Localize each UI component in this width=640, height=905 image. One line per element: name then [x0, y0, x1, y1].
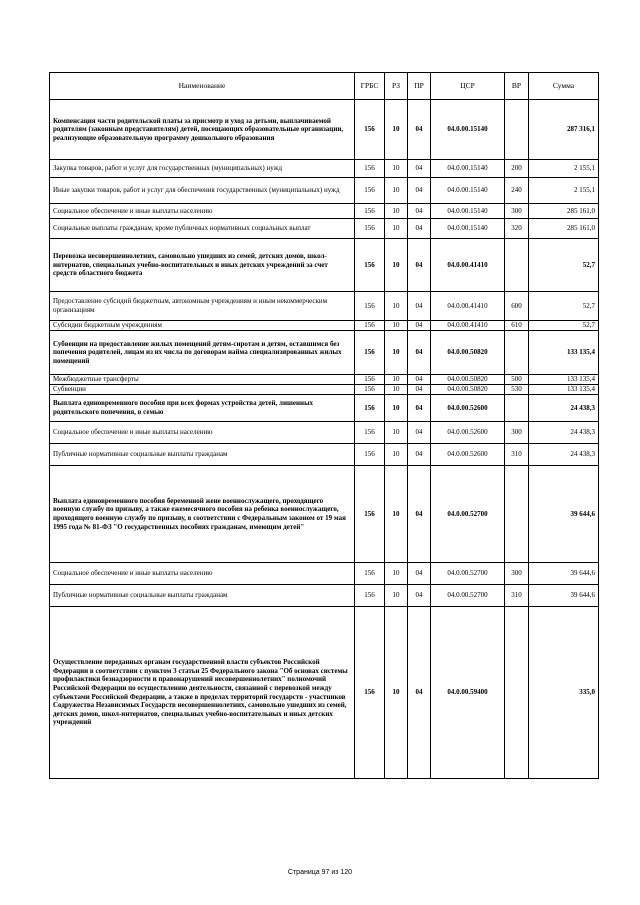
- row-pr-cell: 04: [408, 585, 431, 607]
- row-grbs-cell: 156: [355, 444, 385, 466]
- row-pr-cell: 04: [408, 375, 431, 385]
- table-row: [50, 422, 599, 444]
- table-row: [50, 607, 599, 779]
- row-pr-cell: 04: [408, 219, 431, 239]
- row-grbs-cell: 156: [355, 395, 385, 422]
- row-grbs-cell: 156: [355, 204, 385, 219]
- row-rz-cell: 10: [385, 466, 408, 563]
- table-row: [50, 385, 599, 395]
- row-grbs-cell: 156: [355, 585, 385, 607]
- row-rz-cell: 10: [385, 331, 408, 375]
- page-number: Страница 97 из 120: [287, 869, 353, 876]
- table-row: [50, 204, 599, 219]
- row-name-cell: Социальные выплаты гражданам, кроме публичных нормативных социальных выплат: [50, 219, 355, 239]
- row-name-cell: Осуществление переданных органам государственной власти субъектов Российской Федерации в соответствии с пунктом 3 статьи 25 Федерального закона "Об основах системы профилактики безнадзорности и правонарушений несовершеннолетних" полномочий Российской Федерации по осуществлению деятельности, связанной с перевозкой между субъектами Российской Федерации, а также в пределах территорий государств - участников Содружества Независимых Государств несовершеннолетних, самовольно ушедших из семей, детских домов, школ-интернатов, специальных учебно-воспитательных и иных детских учреждений: [50, 607, 355, 779]
- row-pr-cell: 04: [408, 385, 431, 395]
- row-pr-cell: 04: [408, 100, 431, 160]
- row-pr-cell: 04: [408, 422, 431, 444]
- row-csr-cell: 04.0.00.52700: [431, 466, 505, 563]
- row-rz-cell: 10: [385, 160, 408, 178]
- header-sum: Сумма: [529, 73, 599, 100]
- row-name-cell: Публичные нормативные социальные выплаты гражданам: [50, 444, 355, 466]
- row-csr-cell: 04.0.00.41410: [431, 239, 505, 292]
- table-row: [50, 160, 599, 178]
- row-vr-cell: [505, 100, 529, 160]
- row-grbs-cell: 156: [355, 607, 385, 779]
- row-name-cell: Предоставление субсидий бюджетным, автономным учреждениям и иным некоммерческим организациям: [50, 292, 355, 321]
- row-grbs-cell: 156: [355, 239, 385, 292]
- row-name-cell: Субсидии бюджетным учреждениям: [50, 321, 355, 331]
- row-name-cell: Публичные нормативные социальные выплаты гражданам: [50, 585, 355, 607]
- row-grbs-cell: 156: [355, 422, 385, 444]
- row-pr-cell: 04: [408, 331, 431, 375]
- row-rz-cell: 10: [385, 292, 408, 321]
- row-grbs-cell: 156: [355, 385, 385, 395]
- row-sum-cell: 285 161,0: [529, 204, 599, 219]
- row-grbs-cell: 156: [355, 292, 385, 321]
- row-pr-cell: 04: [408, 563, 431, 585]
- row-grbs-cell: 156: [355, 331, 385, 375]
- row-vr-cell: [505, 331, 529, 375]
- row-csr-cell: 04.0.00.15140: [431, 219, 505, 239]
- table-row: [50, 292, 599, 321]
- row-grbs-cell: 156: [355, 466, 385, 563]
- row-rz-cell: 10: [385, 321, 408, 331]
- row-rz-cell: 10: [385, 607, 408, 779]
- row-csr-cell: 04.0.00.59400: [431, 607, 505, 779]
- row-name-cell: Перевозка несовершеннолетних, самовольно ушедших из семей, детских домов, школ-интернатов, специальных учебно-воспитательных и иных детских учреждений за счет средств областного бюджета: [50, 239, 355, 292]
- row-name-cell: Субвенции: [50, 385, 355, 395]
- row-vr-cell: 300: [505, 204, 529, 219]
- row-pr-cell: 04: [408, 178, 431, 204]
- table-row: [50, 178, 599, 204]
- row-vr-cell: [505, 239, 529, 292]
- row-csr-cell: 04.0.00.50820: [431, 385, 505, 395]
- row-sum-cell: 133 135,4: [529, 385, 599, 395]
- row-sum-cell: 24 438,3: [529, 422, 599, 444]
- row-vr-cell: 310: [505, 585, 529, 607]
- row-pr-cell: 04: [408, 466, 431, 563]
- row-grbs-cell: 156: [355, 321, 385, 331]
- row-sum-cell: 39 644,6: [529, 466, 599, 563]
- row-csr-cell: 04.0.00.41410: [431, 321, 505, 331]
- row-pr-cell: 04: [408, 204, 431, 219]
- row-vr-cell: 600: [505, 292, 529, 321]
- row-csr-cell: 04.0.00.15140: [431, 160, 505, 178]
- table-body: [50, 100, 599, 779]
- header-name: Наименование: [50, 73, 355, 100]
- header-grbs: ГРБС: [355, 73, 385, 100]
- row-sum-cell: 52,7: [529, 239, 599, 292]
- row-sum-cell: 39 644,6: [529, 585, 599, 607]
- row-vr-cell: 300: [505, 563, 529, 585]
- row-rz-cell: 10: [385, 395, 408, 422]
- row-sum-cell: 335,0: [529, 607, 599, 779]
- budget-table: [49, 72, 599, 779]
- row-vr-cell: [505, 607, 529, 779]
- row-sum-cell: 52,7: [529, 321, 599, 331]
- row-csr-cell: 04.0.00.52700: [431, 585, 505, 607]
- row-rz-cell: 10: [385, 100, 408, 160]
- row-name-cell: Социальное обеспечение и иные выплаты населению: [50, 204, 355, 219]
- row-sum-cell: 133 135,4: [529, 375, 599, 385]
- row-grbs-cell: 156: [355, 563, 385, 585]
- table-row: [50, 331, 599, 375]
- row-grbs-cell: 156: [355, 178, 385, 204]
- row-name-cell: Субвенции на предоставление жилых помещений детям-сиротам и детям, оставшимся без попечения родителей, лицам из их числа по договорам найма специализированных жилых помещений: [50, 331, 355, 375]
- table-row: [50, 219, 599, 239]
- row-name-cell: Иные закупки товаров, работ и услуг для обеспечения государственных (муниципальных) нужд: [50, 178, 355, 204]
- row-vr-cell: 200: [505, 160, 529, 178]
- row-csr-cell: 04.0.00.52600: [431, 422, 505, 444]
- header-csr: ЦСР: [431, 73, 505, 100]
- row-sum-cell: 2 155,1: [529, 160, 599, 178]
- table-row: [50, 395, 599, 422]
- row-grbs-cell: 156: [355, 100, 385, 160]
- row-csr-cell: 04.0.00.52600: [431, 395, 505, 422]
- row-vr-cell: 500: [505, 375, 529, 385]
- row-rz-cell: 10: [385, 239, 408, 292]
- row-rz-cell: 10: [385, 422, 408, 444]
- row-sum-cell: 285 161,0: [529, 219, 599, 239]
- row-csr-cell: 04.0.00.15140: [431, 178, 505, 204]
- table-row: [50, 239, 599, 292]
- table-row: [50, 585, 599, 607]
- row-grbs-cell: 156: [355, 160, 385, 178]
- header-rz: РЗ: [385, 73, 408, 100]
- row-rz-cell: 10: [385, 204, 408, 219]
- row-rz-cell: 10: [385, 219, 408, 239]
- row-rz-cell: 10: [385, 385, 408, 395]
- header-vr: ВР: [505, 73, 529, 100]
- row-sum-cell: 2 155,1: [529, 178, 599, 204]
- row-csr-cell: 04.0.00.15140: [431, 100, 505, 160]
- row-vr-cell: 610: [505, 321, 529, 331]
- row-rz-cell: 10: [385, 375, 408, 385]
- row-vr-cell: [505, 466, 529, 563]
- row-name-cell: Закупка товаров, работ и услуг для государственных (муниципальных) нужд: [50, 160, 355, 178]
- row-pr-cell: 04: [408, 292, 431, 321]
- table-row: [50, 100, 599, 160]
- row-name-cell: Межбюджетные трансферты: [50, 375, 355, 385]
- row-name-cell: Социальное обеспечение и иные выплаты населению: [50, 422, 355, 444]
- row-name-cell: Выплата единовременного пособия при всех формах устройства детей, лишенных родительского попечения, в семью: [50, 395, 355, 422]
- table-row: [50, 563, 599, 585]
- row-pr-cell: 04: [408, 160, 431, 178]
- table-header-row: [50, 73, 599, 100]
- row-vr-cell: 530: [505, 385, 529, 395]
- row-sum-cell: 24 438,3: [529, 444, 599, 466]
- row-sum-cell: 24 438,3: [529, 395, 599, 422]
- row-vr-cell: 240: [505, 178, 529, 204]
- row-rz-cell: 10: [385, 178, 408, 204]
- row-name-cell: Выплата единовременного пособия беременной жене военнослужащего, проходящего военную службу по призыву, а также ежемесячного пособия на ребенка военнослужащего, проходящего военную службу по призыву, в соответствии с Федеральным законом от 19 мая 1995 года № 81-ФЗ "О государственных пособиях гражданам, имеющим детей": [50, 466, 355, 563]
- row-sum-cell: 133 135,4: [529, 331, 599, 375]
- row-csr-cell: 04.0.00.52600: [431, 444, 505, 466]
- row-pr-cell: 04: [408, 239, 431, 292]
- row-rz-cell: 10: [385, 563, 408, 585]
- table-row: [50, 444, 599, 466]
- row-pr-cell: 04: [408, 444, 431, 466]
- row-sum-cell: 39 644,6: [529, 563, 599, 585]
- row-csr-cell: 04.0.00.50820: [431, 331, 505, 375]
- row-csr-cell: 04.0.00.41410: [431, 292, 505, 321]
- header-pr: ПР: [408, 73, 431, 100]
- row-pr-cell: 04: [408, 395, 431, 422]
- row-name-cell: Компенсация части родительской платы за присмотр и уход за детьми, выплачиваемой родителям (законным представителям) детей, посещающих образовательные организации, реализующие образовательную программу дошкольного образования: [50, 100, 355, 160]
- table-row: [50, 321, 599, 331]
- row-rz-cell: 10: [385, 585, 408, 607]
- row-grbs-cell: 156: [355, 375, 385, 385]
- row-vr-cell: [505, 395, 529, 422]
- row-rz-cell: 10: [385, 444, 408, 466]
- row-pr-cell: 04: [408, 321, 431, 331]
- row-sum-cell: 287 316,1: [529, 100, 599, 160]
- table-row: [50, 466, 599, 563]
- row-pr-cell: 04: [408, 607, 431, 779]
- table-row: [50, 375, 599, 385]
- row-vr-cell: 320: [505, 219, 529, 239]
- row-vr-cell: 300: [505, 422, 529, 444]
- row-csr-cell: 04.0.00.52700: [431, 563, 505, 585]
- row-csr-cell: 04.0.00.15140: [431, 204, 505, 219]
- row-grbs-cell: 156: [355, 219, 385, 239]
- row-name-cell: Социальное обеспечение и иные выплаты населению: [50, 563, 355, 585]
- row-vr-cell: 310: [505, 444, 529, 466]
- row-sum-cell: 52,7: [529, 292, 599, 321]
- row-csr-cell: 04.0.00.50820: [431, 375, 505, 385]
